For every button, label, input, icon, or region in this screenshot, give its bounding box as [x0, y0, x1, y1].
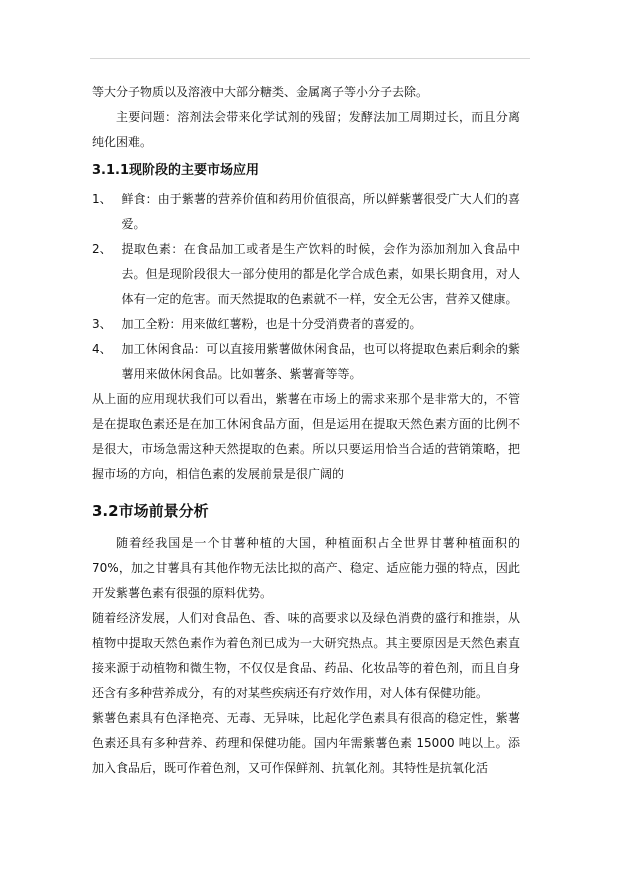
paragraph: 等大分子物质以及溶液中大部分糖类、金属离子等小分子去除。: [92, 85, 429, 99]
paragraph-natural-pigment: 随着经济发展，人们对食品色、香、味的高要求以及绿色消费的盛行和推崇，从植物中提取天然色素作为着色剂已成为一大研究热点。其主要原因是天然色素直接来源于动植物和微生物，不仅仅是食品、药品、化妆品等的着色剂，而且自身还含有多种营养成分，有的对某些疾病还有疗效作用，对人体有保健功能。: [92, 611, 520, 700]
list-text: 鲜食：由于紫薯的营养价值和药用价值很高，所以鲜紫薯很受广大人们的喜爱。: [121, 192, 520, 231]
paragraph-planting-advantage: 随着经我国是一个甘薯种植的大国，种植面积占全世界甘薯种植面积的70%，加之甘薯具有其他作物无法比拟的高产、稳定、适应能力强的特点，因此开发紫薯色素有很强的原料优势。: [92, 536, 520, 600]
list-text: 加工全粉：用来做红薯粉，也是十分受消费者的喜爱的。: [121, 317, 422, 331]
list-number: 3、: [92, 317, 112, 331]
paragraph-main-problems: 主要问题：溶剂法会带来化学试剂的残留；发酵法加工周期过长，而且分离纯化困难。: [92, 110, 520, 149]
paragraph-market-summary: 从上面的应用现状我们可以看出，紫薯在市场上的需求来那个是非常大的，不管是在提取色素还是在加工休闲食品方面，但是运用在提取天然色素方面的比例不是很大，市场急需这种天然提取的色素。所以只要运用恰当合适的营销策略，把握市场的方向，相信色素的发展前景是很广阔的: [92, 392, 520, 481]
list-text: 提取色素：在食品加工或者是生产饮料的时候，会作为添加剂加入食品中去。但是现阶段很大一部分使用的都是化学合成色素，如果长期食用，对人体有一定的危害。而天然提取的色素就不一样，安全无公害，营养又健康。: [121, 242, 520, 306]
application-list: [92, 187, 520, 387]
list-number: 1、: [92, 192, 112, 206]
list-text: 加工休闲食品：可以直接用紫薯做休闲食品，也可以将提取色素后剩余的紫薯用来做休闲食品。比如薯条、紫薯膏等等。: [121, 342, 520, 381]
list-number: 2、: [92, 242, 112, 256]
list-item: [92, 337, 520, 387]
list-item: [92, 187, 520, 237]
document-body: [92, 80, 520, 781]
paragraph-purple-potato-pigment: 紫薯色素具有色泽艳亮、无毒、无异味，比起化学色素具有很高的稳定性，紫薯色素还具有多种营养、药理和保健功能。国内年需紫薯色素 15000 吨以上。添加入食品后，既可作着色剂，又可作保鲜剂、抗氧化剂。其特性是抗氧化活: [92, 711, 520, 775]
list-number: 4、: [92, 342, 112, 356]
header-rule: [90, 58, 530, 59]
list-item: [92, 237, 520, 312]
heading-market-application: 3.1.1现阶段的主要市场应用: [92, 163, 260, 178]
list-item: [92, 312, 520, 337]
heading-market-prospect: 3.2市场前景分析: [92, 502, 209, 520]
